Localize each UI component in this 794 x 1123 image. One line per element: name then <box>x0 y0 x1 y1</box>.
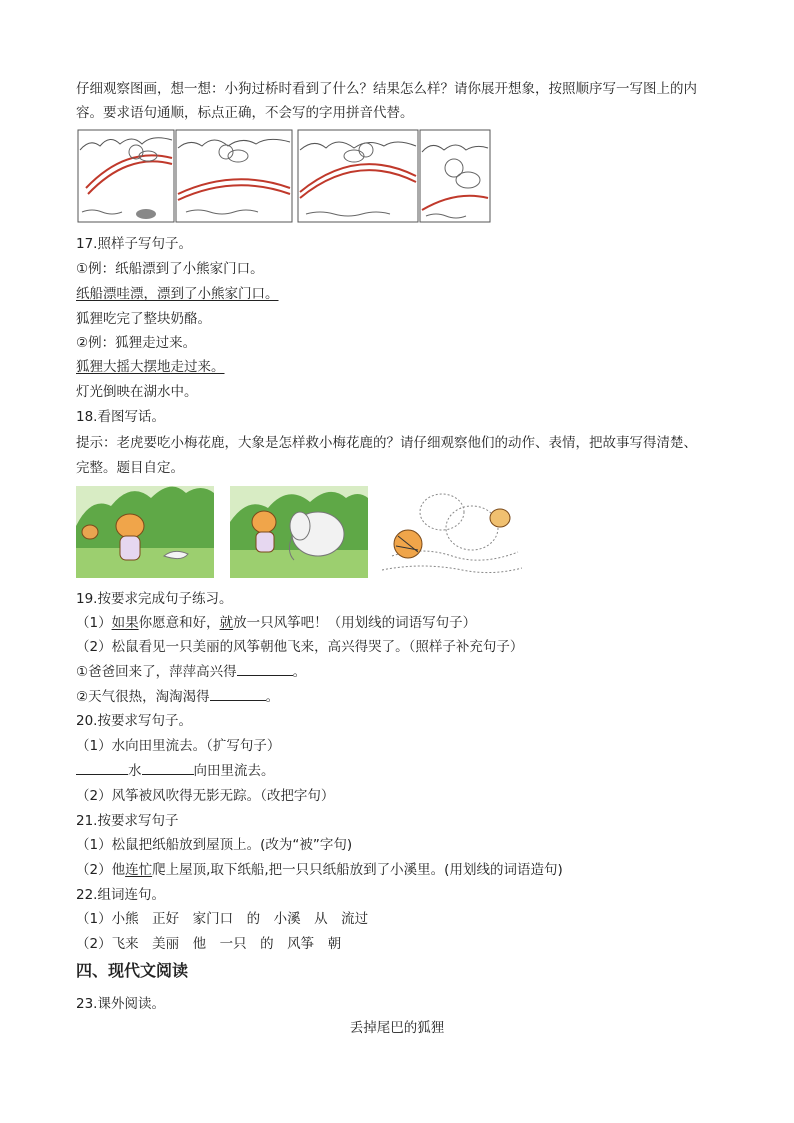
q19-part-2a-end: 。 <box>292 664 307 680</box>
q20-blank-2[interactable] <box>142 762 194 775</box>
q19-part-1 <box>76 614 476 632</box>
intro-line-2: 容。要求语句通顺，标点正确，不会写的字用拼音代替。 <box>76 105 414 121</box>
q22-part-1: （1）小熊 正好 家门口 的 小溪 从 流过 <box>76 911 369 927</box>
q19-part-2b <box>76 688 279 706</box>
q20-blank-1[interactable] <box>76 762 128 775</box>
q22-part-2: （2）飞来 美丽 他 一只 的 风筝 朝 <box>76 936 342 952</box>
q18-title: 18.看图写话。 <box>76 409 165 425</box>
q17-example-2: ②例：狐狸走过来。 <box>76 335 197 351</box>
q17-example-2-task: 灯光倒映在湖水中。 <box>76 384 198 400</box>
q19-part-2b-text: ②天气很热，淘淘渴得 <box>76 689 210 705</box>
q19-part-1-prefix: （1） <box>76 615 112 631</box>
q18-hint-line-1: 提示：老虎要吃小梅花鹿，大象是怎样救小梅花鹿的？请仔细观察他们的动作、表情，把故事写得清楚、 <box>76 435 697 451</box>
q17-example-1-model: 纸船漂哇漂，漂到了小熊家门口。 <box>76 286 279 302</box>
q21-part-1: （1）松鼠把纸船放到屋顶上。(改为“被”字句) <box>76 837 353 853</box>
q22-title: 22.组词连句。 <box>76 887 165 903</box>
q19-underlined-word-2: 就 <box>219 615 234 631</box>
q17-example-2-model: 狐狸大摇大摆地走过来。 <box>76 359 225 375</box>
q23-title: 23.课外阅读。 <box>76 996 165 1012</box>
story-title: 丢掉尾巴的狐狸 <box>349 1020 445 1036</box>
q20-part-1: （1）水向田里流去。（扩写句子） <box>76 738 281 754</box>
q19-underlined-word-1: 如果 <box>111 615 139 631</box>
q20-part-2: （2）风筝被风吹得无影无踪。（改把字句） <box>76 788 335 804</box>
q21-title: 21.按要求写句子 <box>76 813 179 829</box>
q18-hint-line-2: 完整。题目自定。 <box>76 460 184 476</box>
q20-part-1-end: 向田里流去。 <box>193 763 275 779</box>
q19-part-2a-text: ①爸爸回来了，萍萍高兴得 <box>76 664 237 680</box>
q20-title: 20.按要求写句子。 <box>76 713 192 729</box>
q19-part-1-middle: 你愿意和好， <box>138 615 220 631</box>
q19-part-2b-end: 。 <box>265 689 280 705</box>
q17-example-1: ①例：纸船漂到了小熊家门口。 <box>76 261 264 277</box>
q21-underlined-word: 连忙 <box>125 862 153 878</box>
q19-part-2: （2）松鼠看见一只美丽的风筝朝他飞来，高兴得哭了。（照样子补充句子） <box>76 639 524 655</box>
q19-part-1-suffix: 放一只风筝吧！（用划线的词语写句子） <box>233 615 477 631</box>
q21-part-2-suffix: 爬上屋顶,取下纸船,把一只只纸船放到了小溪里。(用划线的词语造句) <box>152 862 563 878</box>
q21-part-2-prefix: （2）他 <box>76 862 126 878</box>
q17-example-1-task: 狐狸吃完了整块奶酪。 <box>76 311 211 327</box>
q19-title: 19.按要求完成句子练习。 <box>76 591 233 607</box>
tiger-deer-picture-2 <box>230 486 368 578</box>
q20-part-1-mid: 水 <box>128 763 142 779</box>
tiger-deer-picture-3 <box>382 486 522 578</box>
q19-part-2b-blank[interactable] <box>210 688 266 701</box>
q20-part-1-answer <box>76 762 275 780</box>
q19-part-2a-blank[interactable] <box>237 663 293 676</box>
puppy-bridge-comic-strip <box>76 128 491 224</box>
intro-line-1: 仔细观察图画，想一想：小狗过桥时看到了什么？结果怎么样？请你展开想象，按照顺序写一写图上的内 <box>76 81 697 97</box>
tiger-deer-picture-1 <box>76 486 214 578</box>
q21-part-2 <box>76 861 563 879</box>
q19-part-2a <box>76 663 306 681</box>
q17-title: 17.照样子写句子。 <box>76 236 192 252</box>
section-4-heading: 四、现代文阅读 <box>76 961 189 980</box>
